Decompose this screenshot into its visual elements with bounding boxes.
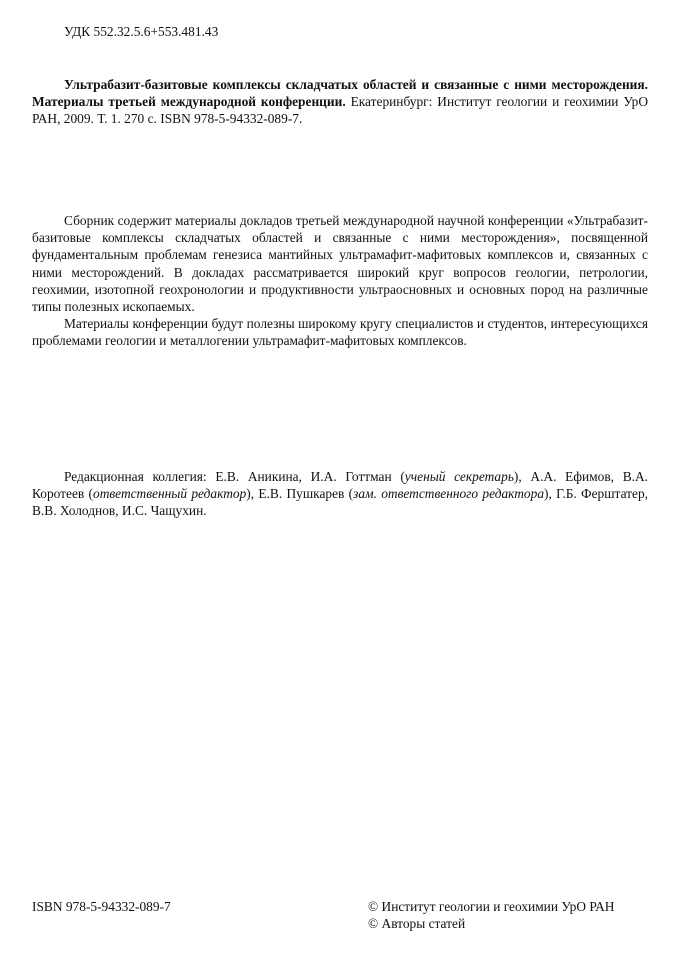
- bibliographic-citation: [32, 76, 648, 128]
- abstract: [32, 212, 648, 350]
- udk-code: УДК 552.32.5.6+553.481.43: [64, 24, 219, 39]
- abstract-paragraph-1: Сборник содержит материалы докладов третьей международной научной конференции «Ультрабазит-базитовые комплексы складчатых областей и связанные с ними месторождения», посвященной фундаментальным проблемам генезиса мантийных ультрамафит-мафитовых комплексов и, связанных с ними месторождений. В докладах рассматривается широкий круг вопросов геологии, петрологии, геохимии, изотопной геохронологии и продуктивности ультраосновных и основных пород на различные типы полезных ископаемых.: [32, 213, 648, 315]
- publication-info: Екатеринбург: Институт геологии и геохимии УрО РАН, 2009. Т. 1. 270 с. ISBN 978-5-94332-089-7.: [32, 94, 648, 127]
- editorial-board-intro: Редакционная коллегия: Е.В. Аникина, И.А. Готтман (: [64, 469, 405, 484]
- editorial-role-deputy-editor: зам. ответственного редактора: [353, 486, 545, 502]
- isbn-footer: ISBN 978-5-94332-089-7: [32, 899, 171, 914]
- copyright-block: [368, 898, 658, 932]
- editorial-role-editor: ответственный редактор: [93, 486, 247, 502]
- editorial-role-secretary: ученый секретарь: [404, 469, 514, 484]
- editorial-board-part-2: ), А.А. Ефимов, В.А. Коротеев (: [32, 469, 648, 502]
- copyright-authors: © Авторы статей: [368, 916, 466, 932]
- editorial-board-part-3: ), Е.В. Пушкарев (: [246, 486, 354, 502]
- abstract-paragraph-2: Материалы конференции будут полезны широкому кругу специалистов и студентов, интересующихся проблемами геологии и металлогении ультрамафит-мафитовых комплексов.: [32, 316, 648, 349]
- editorial-board: [32, 468, 648, 520]
- book-title: Ультрабазит-базитовые комплексы складчатых областей и связанные с ними месторождения. Материалы третьей международной конференции.: [32, 77, 648, 110]
- copyright-institute: © Институт геологии и геохимии УрО РАН: [368, 899, 615, 914]
- editorial-board-part-4: ), Г.Б. Ферштатер, В.В. Холоднов, И.С. Чащухин.: [32, 486, 649, 519]
